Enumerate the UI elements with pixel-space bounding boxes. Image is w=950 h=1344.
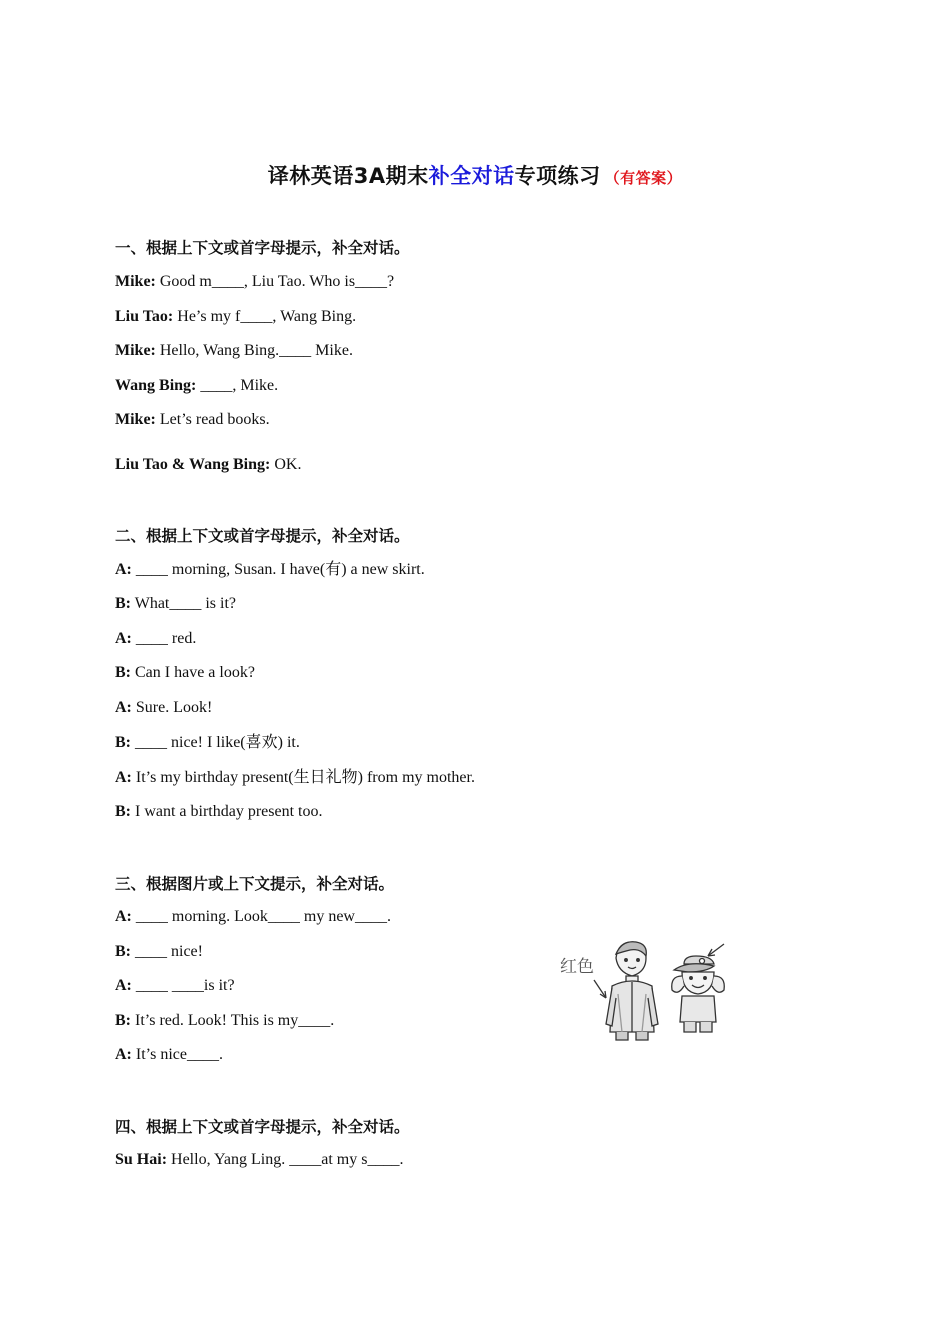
speaker: B: xyxy=(115,803,131,820)
speaker: A: xyxy=(115,561,132,578)
dialogue-line xyxy=(115,341,353,361)
dialogue-line xyxy=(115,733,300,753)
speaker: A: xyxy=(115,769,132,786)
dialogue-line xyxy=(115,307,356,327)
dialogue-line xyxy=(115,629,196,649)
speaker: Mike: xyxy=(115,273,156,290)
speaker: A: xyxy=(115,1046,132,1063)
child-with-cap-figure xyxy=(672,956,725,1032)
speaker: A: xyxy=(115,977,132,994)
dialogue-line xyxy=(115,594,236,614)
speaker: Wang Bing: xyxy=(115,377,197,394)
dialogue-text: He’s my f____, Wang Bing. xyxy=(173,308,357,325)
dialogue-line xyxy=(115,976,235,996)
dialogue-line xyxy=(115,376,278,396)
dialogue-text: I want a birthday present too. xyxy=(131,803,323,820)
dialogue-text: ____ nice! I like(喜欢) it. xyxy=(131,734,300,751)
dialogue-line xyxy=(115,698,212,718)
dialogue-line xyxy=(115,455,301,475)
title-part-3: 专项练习 xyxy=(514,164,601,188)
dialogue-line xyxy=(115,1150,403,1170)
dialogue-text: Good m____, Liu Tao. Who is____? xyxy=(155,273,395,290)
dialogue-text: Let’s read books. xyxy=(155,411,270,428)
dialogue-text: It’s my birthday present(生日礼物) from my mother. xyxy=(131,769,475,786)
dialogue-text: Can I have a look? xyxy=(131,664,255,681)
dialogue-text: Sure. Look! xyxy=(131,699,213,716)
speaker: A: xyxy=(115,699,132,716)
title-part-1: 译林英语3A期末 xyxy=(267,164,429,188)
speaker: B: xyxy=(115,943,131,960)
speaker: A: xyxy=(115,630,132,647)
dialogue-text: What____ is it? xyxy=(131,595,237,612)
speaker: B: xyxy=(115,1012,131,1029)
dialogue-line xyxy=(115,942,203,962)
dialogue-text: It’s nice____. xyxy=(131,1046,223,1063)
speaker: Mike: xyxy=(115,411,156,428)
dialogue-text: ____ nice! xyxy=(131,943,203,960)
section-heading-3: 三、根据图片或上下文提示，补全对话。 xyxy=(115,875,395,893)
dialogue-text: ____, Mike. xyxy=(196,377,279,394)
section-heading-4: 四、根据上下文或首字母提示，补全对话。 xyxy=(115,1118,410,1136)
section-heading-1: 一、根据上下文或首字母提示，补全对话。 xyxy=(115,239,410,257)
speaker: A: xyxy=(115,908,132,925)
speaker: Liu Tao & Wang Bing: xyxy=(115,456,271,473)
dialogue-line xyxy=(115,907,391,927)
dialogue-line xyxy=(115,663,255,683)
dialogue-line xyxy=(115,272,394,292)
speaker: B: xyxy=(115,734,131,751)
dialogue-text: Hello, Yang Ling. ____at my s____. xyxy=(167,1151,404,1168)
title-answer-note: （有答案） xyxy=(604,169,683,187)
dialogue-text: Hello, Wang Bing.____ Mike. xyxy=(155,342,353,359)
dialogue-line xyxy=(115,410,270,430)
dialogue-text: OK. xyxy=(270,456,302,473)
dialogue-text: ____ morning, Susan. I have(有) a new skirt. xyxy=(131,561,425,578)
dialogue-line xyxy=(115,560,425,580)
illustration-label: 红色 xyxy=(560,957,594,977)
speaker: Liu Tao: xyxy=(115,308,174,325)
page-title xyxy=(0,160,950,190)
dialogue-text: It’s red. Look! This is my____. xyxy=(131,1012,335,1029)
dialogue-text: ____ ____is it? xyxy=(131,977,235,994)
speaker: B: xyxy=(115,664,131,681)
speaker: Mike: xyxy=(115,342,156,359)
dialogue-line xyxy=(115,1011,334,1031)
title-highlight: 补全对话 xyxy=(428,164,515,188)
dialogue-line xyxy=(115,802,323,822)
section-heading-2: 二、根据上下文或首字母提示，补全对话。 xyxy=(115,527,410,545)
boy-figure xyxy=(606,942,658,1040)
speaker: Su Hai: xyxy=(115,1151,168,1168)
dialogue-line xyxy=(115,768,475,788)
two-children-cap-illustration xyxy=(556,936,746,1046)
speaker: B: xyxy=(115,595,131,612)
dialogue-text: ____ red. xyxy=(131,630,197,647)
dialogue-line xyxy=(115,1045,223,1065)
dialogue-text: ____ morning. Look____ my new____. xyxy=(131,908,391,925)
